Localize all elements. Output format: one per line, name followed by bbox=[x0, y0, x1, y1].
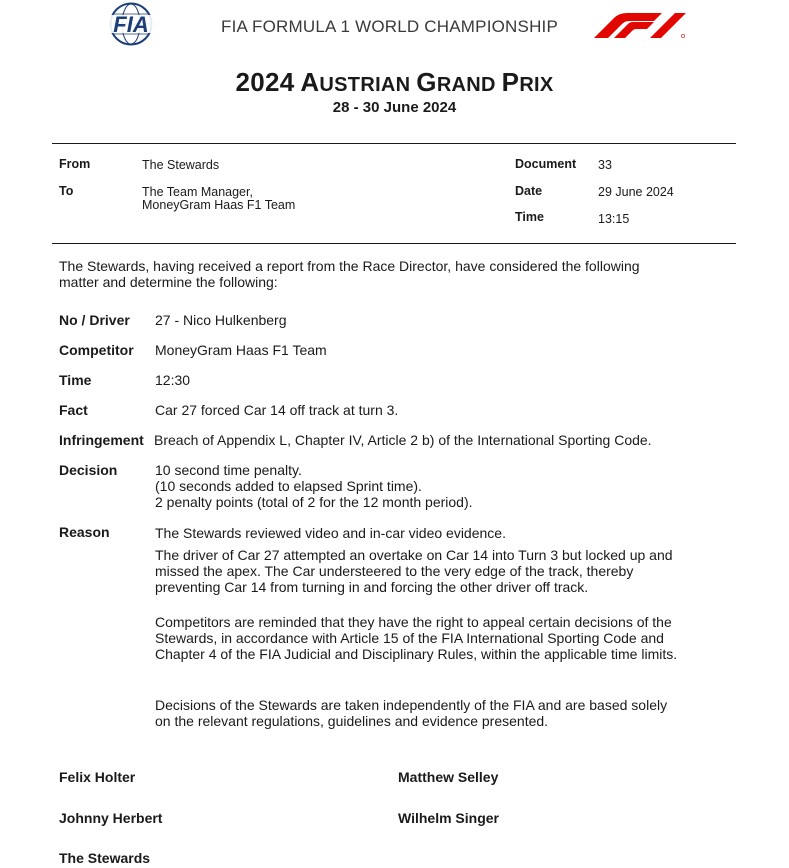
f1-logo-icon bbox=[592, 12, 688, 38]
driver-value: 27 - Nico Hulkenberg bbox=[155, 312, 287, 328]
title-word-austrian: AUSTRIAN bbox=[300, 67, 411, 97]
document-label: Document bbox=[515, 157, 577, 171]
championship-title: FIA FORMULA 1 WORLD CHAMPIONSHIP bbox=[221, 17, 559, 36]
incident-time-label: Time bbox=[59, 372, 92, 388]
reason-line: missed the apex. The Car understeered to the very edge of the track, thereby bbox=[155, 563, 634, 579]
fact-value: Car 27 forced Car 14 off track at turn 3. bbox=[155, 402, 399, 418]
reason-line: The Stewards reviewed video and in-car video evidence. bbox=[155, 525, 506, 541]
title-word-grand: GRAND bbox=[416, 67, 496, 97]
fact-label: Fact bbox=[59, 402, 88, 418]
reason-label: Reason bbox=[59, 524, 110, 540]
stewards-footer: The Stewards bbox=[59, 850, 151, 866]
competitor-value: MoneyGram Haas F1 Team bbox=[155, 342, 327, 358]
reason-line: Chapter 4 of the FIA Judicial and Disciplinary Rules, within the applicable time limits. bbox=[155, 646, 678, 662]
decision-line: 2 penalty points (total of 2 for the 12 month period). bbox=[155, 494, 473, 510]
time-label: Time bbox=[515, 210, 544, 224]
reason-line: Stewards, in accordance with Article 15 of the FIA International Sporting Code and bbox=[155, 630, 664, 646]
page-title: 2024 AUSTRIAN GRAND PRIX bbox=[235, 67, 554, 97]
steward-name: Matthew Selley bbox=[398, 769, 499, 785]
reason-line: Decisions of the Stewards are taken independently of the FIA and are based solely bbox=[155, 697, 668, 713]
top-divider bbox=[52, 143, 736, 144]
reason-line: Competitors are reminded that they have the right to appeal certain decisions of the bbox=[155, 614, 672, 630]
decision-label: Decision bbox=[59, 462, 118, 478]
steward-name: Wilhelm Singer bbox=[398, 810, 500, 826]
fia-logo-icon bbox=[98, 2, 164, 46]
decision-line: 10 second time penalty. bbox=[155, 462, 302, 478]
intro-line: matter and determine the following: bbox=[59, 274, 278, 290]
to-value-line1: The Team Manager, bbox=[142, 185, 253, 199]
reason-paragraph bbox=[155, 547, 725, 595]
intro-line: The Stewards, having received a report from the Race Director, have considered the following bbox=[59, 258, 640, 274]
from-label: From bbox=[59, 157, 91, 171]
date-label: Date bbox=[515, 184, 543, 198]
reason-line: preventing Car 14 from turning in and forcing the other driver off track. bbox=[155, 579, 589, 595]
driver-label: No / Driver bbox=[59, 312, 130, 328]
document-value: 33 bbox=[598, 158, 612, 172]
date-value: 29 June 2024 bbox=[598, 185, 674, 199]
incident-time-value: 12:30 bbox=[155, 372, 191, 388]
reason-line: on the relevant regulations, guidelines and evidence presented. bbox=[155, 713, 549, 729]
infringement-label: Infringement bbox=[59, 432, 144, 448]
appeal-paragraph bbox=[155, 614, 725, 662]
decision-line: (10 seconds added to elapsed Sprint time). bbox=[155, 478, 422, 494]
event-dates: 28 - 30 June 2024 bbox=[332, 99, 457, 116]
infringement-value: Breach of Appendix L, Chapter IV, Article 2 b) of the International Sporting Code. bbox=[154, 432, 652, 448]
steward-name: Johnny Herbert bbox=[59, 810, 163, 826]
bottom-divider bbox=[52, 243, 736, 244]
fia-logo-text: FIA bbox=[113, 12, 149, 37]
from-value: The Stewards bbox=[142, 158, 220, 172]
to-label: To bbox=[59, 184, 74, 198]
time-value: 13:15 bbox=[598, 212, 630, 226]
decision-value bbox=[155, 462, 725, 510]
reason-line: The driver of Car 27 attempted an overtake on Car 14 into Turn 3 but locked up and bbox=[155, 547, 673, 563]
competitor-label: Competitor bbox=[59, 342, 134, 358]
independence-paragraph bbox=[155, 697, 725, 729]
to-value-line2: MoneyGram Haas F1 Team bbox=[142, 198, 296, 212]
title-word-prix: PRIX bbox=[501, 67, 554, 97]
intro-text bbox=[59, 258, 719, 290]
steward-name: Felix Holter bbox=[59, 769, 136, 785]
